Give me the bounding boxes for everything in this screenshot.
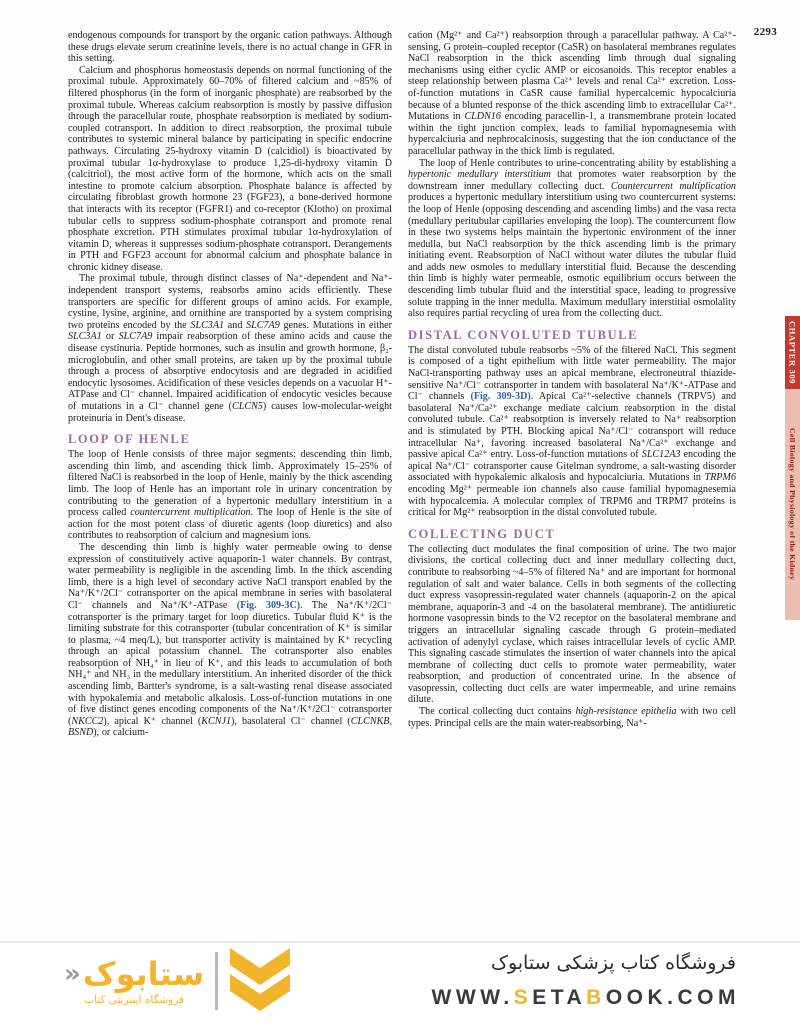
italic-text: CLCN5 [232,401,263,412]
chapter-tab-title: Cell Biology and Physiology of the Kidney [785,389,800,620]
paragraph [68,542,392,739]
italic-text: SLC12A3 [641,449,681,461]
chevron-badge-icon [229,948,291,1014]
body-text: genes. Mutations in either [279,319,392,331]
body-text: Calcium and phosphorus homeostasis depends on normal functioning of the proximal tubule. Approximately 60–70% of filtered calcium and ~85% of filtered phosphorus (in the form of inorganic phosphate) are reabsorbed by the proximal tubule. Whereas calcium reabsorption is mostly by passive diffusion through the paracellular route, phosphate reabsorption is mediated by sodium-coupled cotransport. In addition to direct reabsorption, the proximal tubule contributes to systemic mineral balance by participating in specific endocrine pathways. Circulating 25-hydroxy vitamin D (calcidiol) is bioactivated by proximal tubular 1α-hydroxylase to produce 1,25-di-hydroxy vitamin D (calcitriol), the most active form of the hormone, which acts on the small intestine to promote calcium absorption. Phosphate balance is affected by circulating fibroblast growth hormone 23 (FGF23), a bone-derived hormone that interacts with its receptor (FGFR1) and co-receptor (Klotho) on proximal tubular cells to suppress sodium-phosphate cotransport and promote renal phosphate excretion. PTH stimulates proximal tubular 1α-hydroxylation of vitamin D, whereas it suppresses sodium-phosphate cotransport. Derangements in PTH and FGF23 account for abnormal calcium and phosphate balance in chronic kidney disease. [68,64,392,273]
italic-text: CLDN16 [464,111,501,123]
paragraph [408,345,736,519]
section-heading: DISTAL CONVOLUTED TUBULE [408,327,639,342]
body-text: ) causes low-molecular-weight proteinuria in Dent's disease. [68,401,392,424]
chapter-tab [785,316,800,620]
logo-angle-quote-icon: « [64,958,81,989]
setabook-logo [64,948,291,1014]
body-text: ), basolateral Cl⁻ channel ( [231,715,351,727]
body-text: The descending thin limb is highly water permeable owing to dense expression of constitutively active aquaporin-1 water channels. By contrast, water permeability is negligible in the ascending limb. In the thick ascending limb, there is a high level of secondary active NaCl transport enabled by the Na⁺/K⁺/2Cl⁻ cotransporter on the apical membrane in series with basolateral Cl⁻ channels and Na⁺/K⁺-ATPase [68,541,392,611]
body-text: The loop of Henle contributes to urine-concentrating ability by establishing a [419,157,736,169]
paragraph [68,273,392,424]
body-text: The proximal tubule, through distinct classes of Na⁺-dependent and Na⁺-independent transport systems, reabsorbs amino acids efficiently. These transporters are specific for different groups of amino acids. For example, cystine, lysine, arginine, and ornithine are transported by a system comprising two proteins encoded by the [68,273,392,331]
paragraph [68,65,392,274]
logo-tagline: فروشگاه اینترنتی کتاب [84,993,185,1006]
body-text: endogenous compounds for transport by the organic cation pathways. Although these drugs elevate serum creatinine levels, there is no actual change in GFR in this setting. [68,30,392,65]
italic-text: SLC3A1 [190,319,225,331]
figure-reference: (Fig. 309-3D) [470,391,531,403]
scan-edge-line [0,941,800,943]
store-name-farsi: فروشگاه کتاب پزشکی ستابوک [490,952,736,974]
figure-reference: (Fig. 309-3C) [236,599,301,611]
paragraph [408,706,736,729]
body-text: encoding Mg²⁺ permeable ion channels also cause familial hypomagnesemia with hypocalcemia. A molecular complex of TRPM6 and TRPM7 proteins is critical for Mg²⁺ reabsorption in the distal convoluted tubule. [408,483,736,519]
body-text: produces a hypertonic medullary interstitium using two countercurrent systems: the loop of Henle (opposing descending and ascending limbs) and the vasa recta (medullary peritubular capillaries enveloping the loop). The countercurrent flow in these two systems helps maintain the hypertonic environment of the inner medulla, but NaCl reabsorption by the thick ascending limb is the primary initiating event. Reabsorption of NaCl without water dilutes the tubular fluid and adds new osmoles to medullary interstitial fluid. Because the descending thin limb is highly water permeable, osmotic equilibrium occurs between the descending limb tubular fluid and the interstitial space, leading to progressive solute trapping in the inner medulla. Maximum medullary interstitial osmolality also requires partial recycling of urea from the collecting duct. [408,192,736,320]
italic-text: high-resistance epithelia [575,706,677,718]
body-text: ), or calcium- [93,727,149,739]
logo-wordmark-text: ستابوک [82,954,205,993]
logo-wordline [64,954,205,993]
italic-text: KCNJ1 [201,715,231,727]
italic-text: countercurrent multiplication [130,507,251,519]
body-text: or [101,331,119,343]
website-url [432,986,740,1010]
body-text: . Apical Ca²⁺-selective channels (TRPV5) and basolateral Na⁺/Ca²⁺ exchange mediate calcium reabsorption in the distal convoluted tubule. Ca²⁺ reabsorption is inversely related to Na⁺ reabsorption and is stimulated by PTH. Blocking apical Na⁺/Cl⁻ cotransport will reduce intracellular Na⁺, favoring increased basolateral Na⁺/Ca²⁺ exchange and passive apical Ca²⁺ entry. Loss-of-function mutations of [408,391,737,461]
url-segment: WWW. [431,986,514,1009]
page-number: 2293 [753,26,777,38]
body-text: The cortical collecting duct contains [419,706,576,718]
italic-text: SLC7A9 [118,331,153,343]
italic-text: Countercurrent multiplication [610,180,736,192]
italic-text: CLCNKB, BSND [68,715,392,739]
body-text: cation (Mg²⁺ and Ca²⁺) reabsorption through a paracellular pathway. A Ca²⁺-sensing, G protein–coupled receptor (CaSR) on basolateral membranes regulates NaCl reabsorption in the thick ascending limb through dual signaling mechanisms using either cyclic AMP or eicosanoids. This receptor enables a steep relationship between plasma Ca²⁺ levels and renal Ca²⁺ excretion. Loss-of-function mutations in CaSR cause familial hypercalcemic hypocalciuria because of a blunted response of the thick ascending limb to extracellular Ca²⁺. Mutations in [408,30,736,123]
right-column [408,30,736,729]
body-text: . The Na⁺/K⁺/2Cl⁻ cotransporter is the primary target for loop diuretics. Tubular fluid K⁺ is the limiting substrate for this cotransporter (tubular concentration of K⁺ is similar to plasma, ~4 meq/L), but transporter activity is maintained by K⁺ recycling through an apical potassium channel. The cotransporter also enables reabsorption of NH₄⁺ in lieu of K⁺, and this leads to accumulation of both NH₄⁺ and NH₃ in the medullary interstitium. An inherited disorder of the thick ascending limb, Bartter's syndrome, is a salt-wasting renal disease associated with hypokalemia and metabolic alkalosis. Loss-of-function mutations in one of five distinct genes encoding components of the Na⁺/K⁺/2Cl⁻ cotransporter ( [68,599,393,727]
body-text: that promotes water reabsorption by the downstream inner medullary collecting duct. [408,169,736,192]
section-heading: COLLECTING DUCT [408,526,556,541]
paragraph [408,544,736,706]
body-text: encoding the apical Na⁺/Cl⁻ cotransporter cause Gitelman syndrome, a salt-wasting disorder associated with hypokalemic alkalosis and hypocalciuria. Mutations in [408,449,737,484]
italic-text: TRPM6 [704,472,736,484]
url-segment: S [513,986,533,1009]
chapter-tab-number: CHAPTER 309 [785,316,800,389]
logo-wordmark-block [64,954,205,1006]
body-text: . The loop of Henle is the site of action for the most potent class of diuretic agents (loop diuretics) and also contributes to reabsorption of calcium and magnesium ions. [68,507,393,542]
italic-text: SLC7A9 [246,319,280,331]
body-text: with two cell types. Principal cells are the main water-reabsorbing, Na⁺- [408,706,736,729]
body-text: and [224,319,247,331]
italic-text: NKCC2 [71,715,104,727]
italic-text: hypertonic medullary interstitium [408,169,551,181]
section-heading: LOOP OF HENLE [68,432,191,447]
paragraph [408,158,736,320]
url-segment: ETA [532,986,587,1009]
url-segment: OOK.COM [605,986,740,1009]
body-text: impair reabsorption of these amino acids and cause the disease cystinuria. Peptide hormones, such as insulin and growth hormone, β₂-microglobulin, and other small proteins, are taken up by the proximal tubule through a process of absorptive endocytosis and are degraded in acidified endocytic lysosomes. Acidification of these vesicles depends on a vacuolar H⁺-ATPase and Cl⁻ channel. Impaired acidification of endocytic vesicles because of mutations in a Cl⁻ channel gene ( [68,331,392,412]
footer [0,944,800,1024]
paragraph [408,30,736,158]
body-text: encoding paracellin-1, a transmembrane protein located within the tight junction complex, leads to familial hypomagnesemia with hypercalciuria and nephrocalcinosis, suggesting that the ion conductance of the paracellular pathway in the thick limb is regulated. [408,111,736,157]
url-segment: B [586,986,606,1009]
italic-text: SLC3A1 [68,331,102,343]
logo-divider [215,952,218,1010]
paragraph [68,30,392,65]
left-column [68,30,392,739]
body-text: The distal convoluted tubule reabsorbs ~5% of the filtered NaCl. This segment is composed of a tight epithelium with little water permeability. The major NaCl-transporting pathway uses an apical membrane, electroneutral thiazide-sensitive Na⁺/Cl⁻ cotransporter in tandem with basolateral Na⁺/K⁺-ATPase and Cl⁻ channels [408,344,736,403]
body-text: The loop of Henle consists of three major segments: descending thin limb, ascending thin limb, and ascending thick limb. Approximately 15–25% of filtered NaCl is reabsorbed in the loop of Henle, mainly by the thick ascending limb. The loop of Henle has an important role in urinary concentration by contributing to the generation of a hypertonic medullary interstitium in a process called [68,449,392,519]
paragraph [68,449,392,542]
body-text: ), apical K⁺ channel ( [103,715,202,727]
body-text: The collecting duct modulates the final composition of urine. The two major divisions, the cortical collecting duct and inner medullary collecting duct, contribute to reabsorbing ~4–5% of filtered Na⁺ and are important for hormonal regulation of salt and water balance. Cells in both segments of the collecting duct express vasopressin-regulated water channels (aquaporin-2 on the apical membrane, aquaporin-3 and -4 on the basolateral membrane). The antidiuretic hormone vasopressin binds to the V2 receptor on the basolateral membrane and triggers an intracellular signaling cascade through G protein–mediated activation of adenylyl cyclase, which raises intracellular levels of cyclic AMP. This signaling cascade stimulates the insertion of water channels into the apical membrane of collecting duct cells to promote water permeability, water reabsorption, and production of concentrated urine. In the absence of vasopressin, collecting duct cells are water impermeable, and urine remains dilute. [408,543,736,706]
